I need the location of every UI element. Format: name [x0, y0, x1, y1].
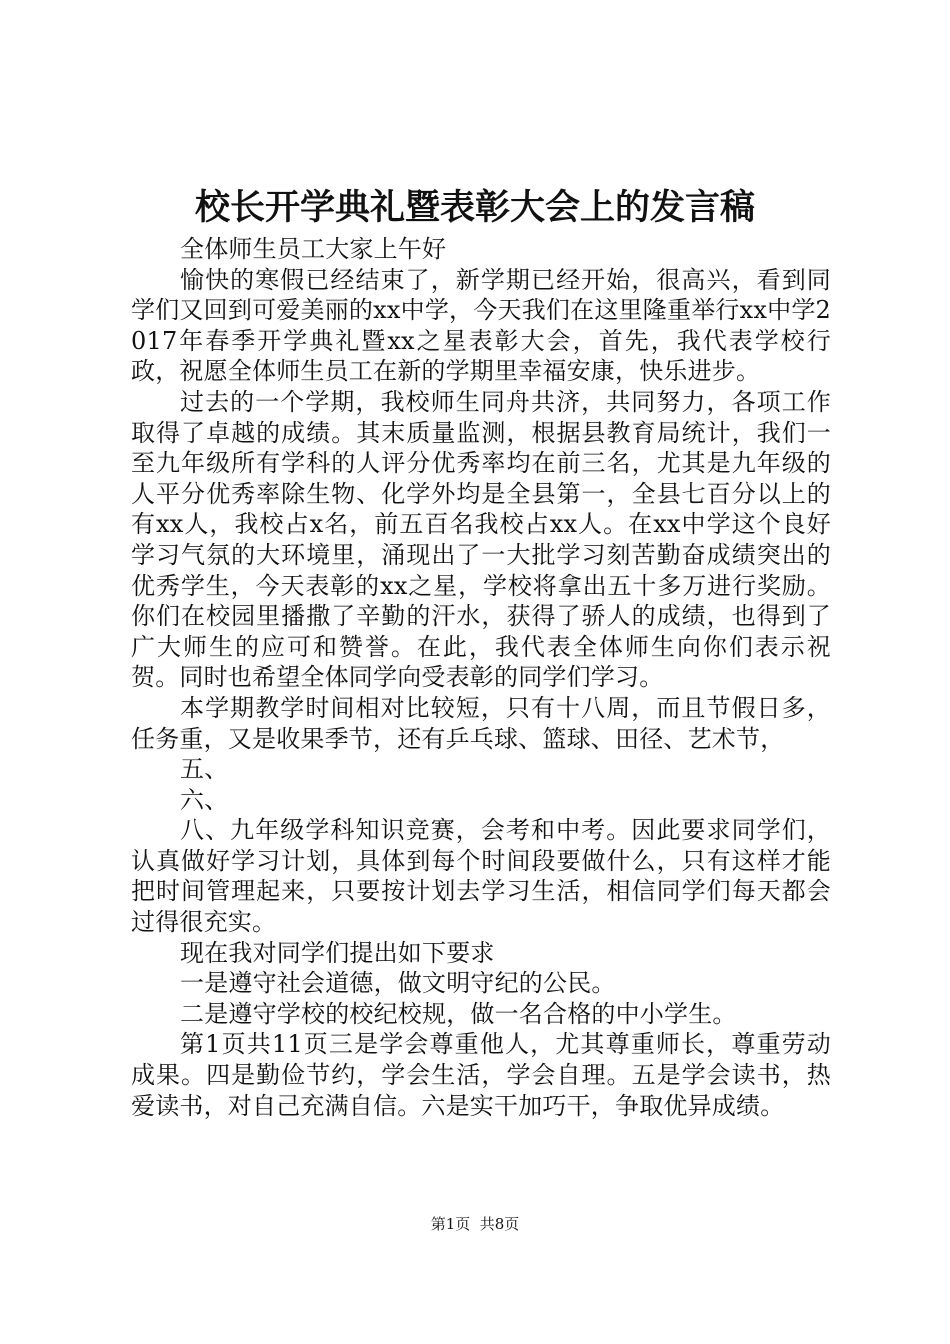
paragraph-opening: 愉快的寒假已经结束了，新学期已经开始，很高兴，看到同学们又回到可爱美丽的xx中学，今天我们在这里隆重举行xx中学2017年春季开学典礼暨xx之星表彰大会，首先，我代表学校行政，祝愿全体师生员工在新的学期里幸福安康，快乐进步。 — [131, 265, 831, 386]
paragraph-requirements-intro: 现在我对同学们提出如下要求 — [180, 938, 495, 967]
document-title: 校长开学典礼暨表彰大会上的发言稿 — [194, 187, 755, 228]
paragraph-item-five: 五、 — [180, 755, 229, 784]
paragraph-requirement-two: 二是遵守学校的校纪校规，做一名合格的中小学生。 — [180, 999, 737, 1028]
paragraph-item-six: 六、 — [180, 785, 229, 814]
paragraph-semester-schedule: 本学期教学时间相对比较短，只有十八周，而且节假日多，任务重，又是收果季节，还有乒乓球、篮球、田径、艺术节， — [131, 693, 831, 753]
paragraph-requirement-one: 一是遵守社会道德，做文明守纪的公民。 — [180, 969, 616, 998]
document-body — [131, 234, 831, 1121]
paragraph-achievements: 过去的一个学期，我校师生同舟共济，共同努力，各项工作取得了卓越的成绩。其末质量监测，根据县教育局统计，我们一至九年级所有学科的人评分优秀率均在前三名，尤其是九年级的人平分优秀率除生物、化学外均是全县第一，全县七百分以上的有xx人，我校占x名，前五百名我校占xx人。在xx中学这个良好学习气氛的大环境里，涌现出了一大批学习刻苦勤奋成绩突出的优秀学生，今天表彰的xx之星，学校将拿出五十多万进行奖励。你们在校园里播撒了辛勤的汗水，获得了骄人的成绩，也得到了广大师生的应可和赞誉。在此，我代表全体师生向你们表示祝贺。同时也希望全体同学向受表彰的同学们学习。 — [131, 387, 831, 692]
paragraph-requirements-more: 第1页共11页三是学会尊重他人，尤其尊重师长，尊重劳动成果。四是勤俭节约，学会生活，学会自理。五是学会读书，热爱读书，对自己充满自信。六是实干加巧干，争取优异成绩。 — [131, 1030, 831, 1120]
page-number-footer: 第1页 共8页 — [430, 1215, 520, 1233]
paragraph-greeting: 全体师生员工大家上午好 — [180, 235, 447, 263]
paragraph-competitions: 八、九年级学科知识竞赛，会考和中考。因此要求同学们，认真做好学习计划，具体到每个时间段要做什么，只有这样才能把时间管理起来，只要按计划去学习生活，相信同学们每天都会过得很充实。 — [131, 816, 831, 937]
